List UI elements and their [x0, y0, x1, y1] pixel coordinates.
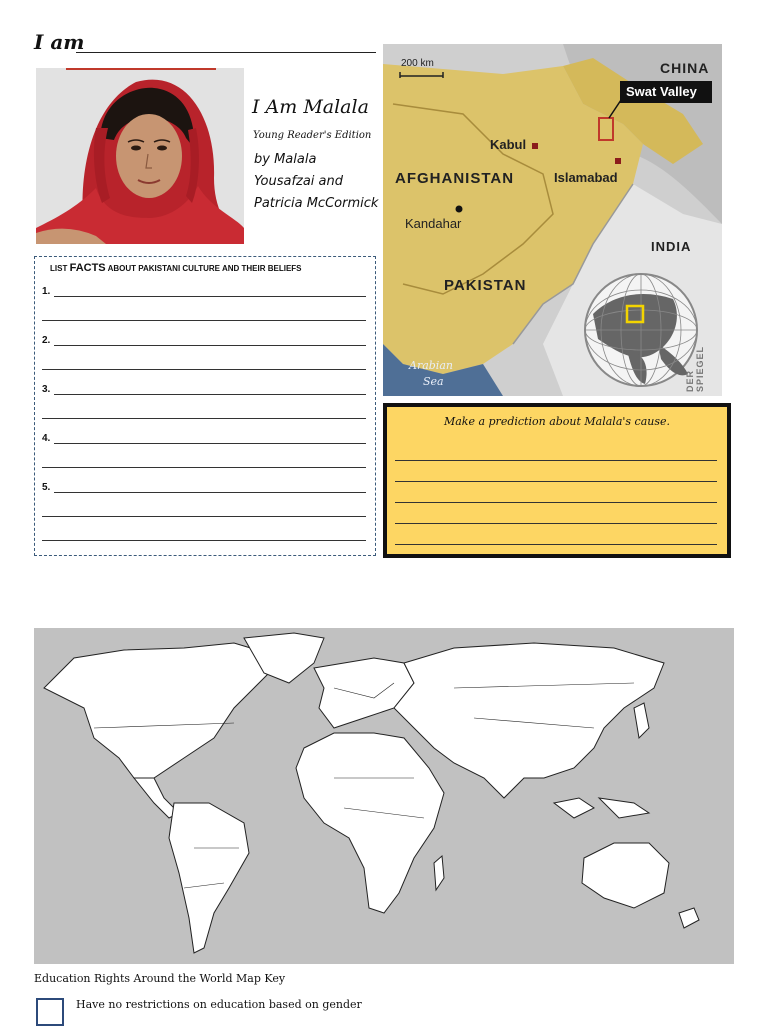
map-label-china: CHINA	[660, 60, 710, 76]
map-label-kandahar: Kandahar	[405, 216, 462, 231]
map-scale-label: 200 km	[401, 58, 434, 69]
facts-title-bold: FACTS	[69, 262, 106, 274]
prediction-line-3[interactable]	[395, 502, 717, 503]
facts-title-suffix: ABOUT PAKISTANI CULTURE AND THEIR BELIEFS	[107, 264, 302, 273]
map-label-india: INDIA	[651, 239, 692, 254]
prediction-line-4[interactable]	[395, 523, 717, 524]
author-line-3: Patricia McCormick	[254, 196, 379, 211]
malala-portrait	[36, 68, 244, 244]
world-map	[34, 628, 734, 964]
map-label-kabul: Kabul	[490, 137, 527, 152]
prediction-line-5[interactable]	[395, 544, 717, 545]
facts-title-prefix: LIST	[50, 264, 68, 273]
fact-line-3b[interactable]	[42, 418, 366, 419]
prediction-prompt: Make a prediction about Malala's cause.	[443, 415, 671, 428]
facts-box	[34, 256, 376, 556]
map-label-sea: Sea	[423, 375, 444, 388]
fact-number-5: 5.	[42, 482, 51, 493]
pakistan-region-map	[383, 44, 722, 396]
map-label-islamabad: Islamabad	[554, 170, 618, 185]
name-write-line[interactable]	[76, 52, 376, 53]
map-credit: DER SPIEGEL	[685, 345, 705, 392]
book-title: I Am Malala	[252, 96, 369, 118]
photo-accent-line	[66, 68, 216, 70]
fact-line-2b[interactable]	[42, 369, 366, 370]
map-key-title: Education Rights Around the World Map Key	[34, 972, 286, 985]
fact-line-5c[interactable]	[42, 540, 366, 541]
i-am-label: I am	[34, 30, 85, 54]
fact-number-2: 2.	[42, 335, 51, 346]
fact-line-1b[interactable]	[42, 320, 366, 321]
key-label-no-restrictions: Have no restrictions on education based on gender	[76, 998, 362, 1011]
fact-line-5b[interactable]	[42, 516, 366, 517]
book-edition: Young Reader's Edition	[253, 130, 372, 141]
prediction-line-1[interactable]	[395, 460, 717, 461]
fact-line-2a[interactable]	[54, 345, 366, 346]
fact-line-4b[interactable]	[42, 467, 366, 468]
author-line-1: by Malala	[254, 152, 317, 167]
facts-title	[50, 262, 302, 274]
key-checkbox-no-restrictions[interactable]	[36, 998, 64, 1026]
fact-number-3: 3.	[42, 384, 51, 395]
fact-line-4a[interactable]	[54, 443, 366, 444]
map-label-arabian: Arabian	[409, 359, 453, 372]
author-line-2: Yousafzai and	[254, 174, 344, 189]
map-label-afghanistan: AFGHANISTAN	[395, 170, 515, 187]
fact-line-5a[interactable]	[54, 492, 366, 493]
prediction-line-2[interactable]	[395, 481, 717, 482]
fact-number-4: 4.	[42, 433, 51, 444]
fact-number-1: 1.	[42, 286, 51, 297]
fact-line-1a[interactable]	[54, 296, 366, 297]
fact-line-3a[interactable]	[54, 394, 366, 395]
map-label-swat-valley: Swat Valley	[626, 84, 697, 99]
map-label-pakistan: PAKISTAN	[444, 277, 527, 294]
